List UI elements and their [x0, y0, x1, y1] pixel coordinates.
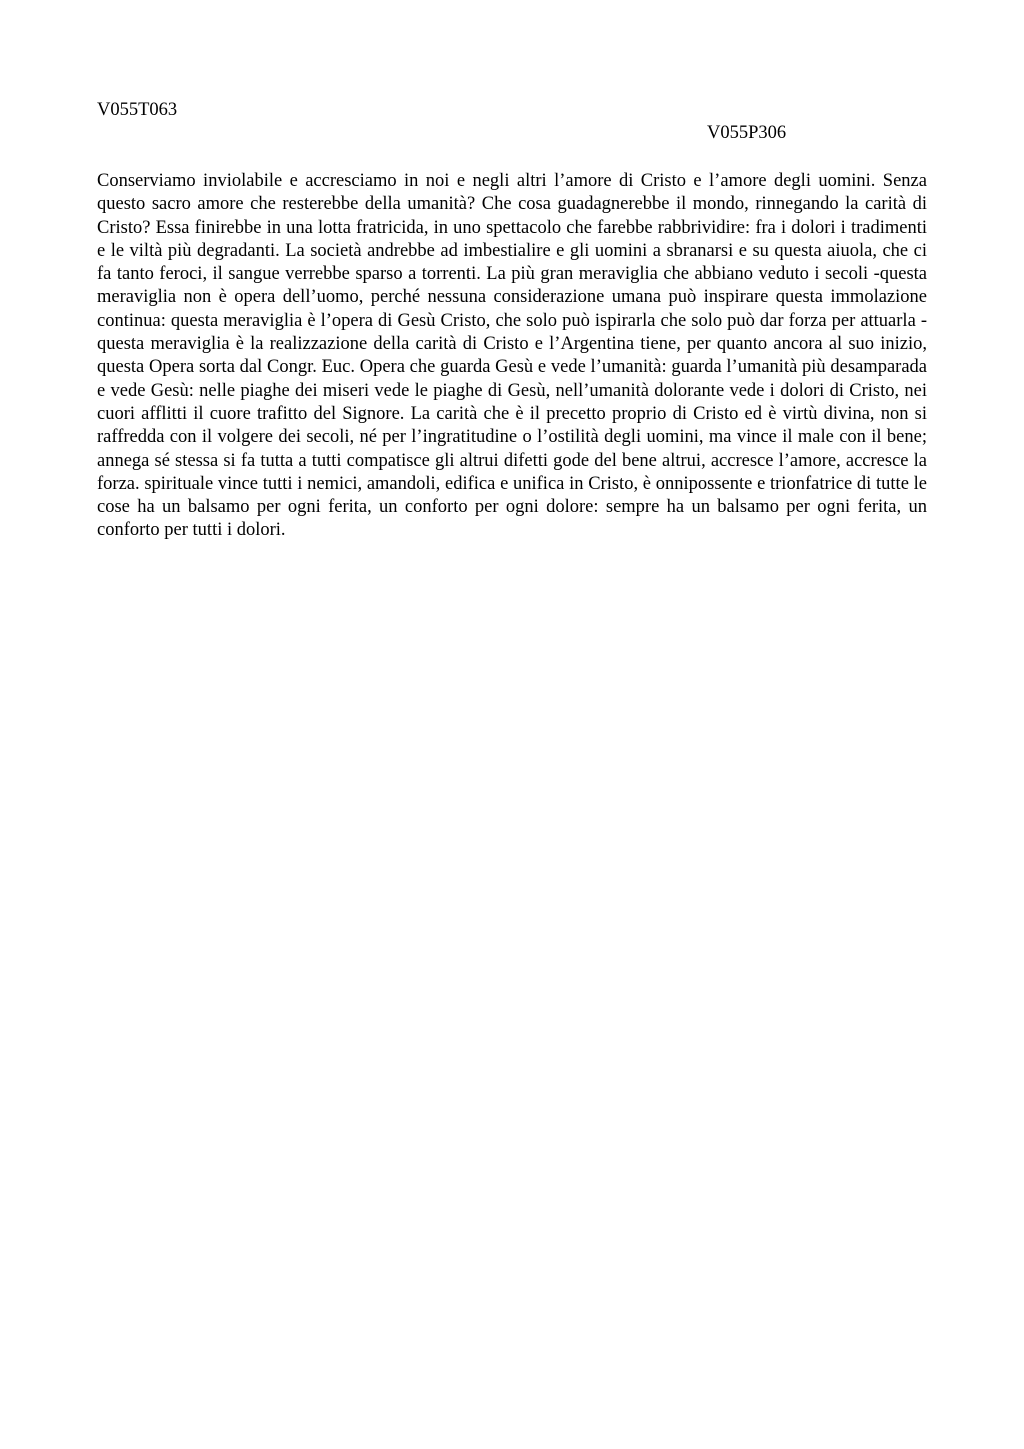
document-code-right: V055P306	[707, 123, 787, 143]
body-paragraph: Conserviamo inviolabile e accresciamo in noi e negli altri l’amore di Cristo e l’amore degli uomini. Senza questo sacro amore che resterebbe della umanità? Che cosa guadagnerebbe il mondo, rinnegando la carità di Cristo? Essa finirebbe in una lotta fratricida, in uno spettacolo che farebbe rabbrividire: fra i dolori i tradimenti e le viltà più degradanti. La società andrebbe ad imbestialire e gli uomini a sbranarsi e su questa aiuola, che ci fa tanto feroci, il sangue verrebbe sparso a torrenti. La più gran meraviglia che abbiano veduto i secoli -questa meraviglia non è opera dell’uomo, perché nessuna considerazione umana può inspirare questa immolazione continua: questa meraviglia è l’opera di Gesù Cristo, che solo può ispirarla che solo può dar forza per attuarla - questa meraviglia è la realizzazione della carità di Cristo e l’Argentina tiene, per quanto ancora al suo inizio, questa Opera sorta dal Congr. Euc. Opera che guarda Gesù e vede l’umanità: guarda l’umanità più desamparada e vede Gesù: nelle piaghe dei miseri vede le piaghe di Gesù, nell’umanità dolorante vede i dolori di Cristo, nei cuori afflitti il cuore trafitto del Signore. La carità che è il precetto proprio di Cristo ed è virtù divina, non si raffredda con il volgere dei secoli, né per l’ingratitudine o l’ostilità degli uomini, ma vince il male con il bene; annega sé stessa si fa tutta a tutti compatisce gli altrui difetti gode del bene altrui, accresce l’amore, accresce la forza. spirituale vince tutti i nemici, amandoli, edifica e unifica in Cristo, è onnipossente e trionfatrice di tutte le cose ha un balsamo per ogni ferita, un conforto per ogni dolore: sempre ha un balsamo per ogni ferita, un conforto per tutti i dolori.	[97, 171, 927, 541]
document-code-left: V055T063	[97, 100, 178, 120]
